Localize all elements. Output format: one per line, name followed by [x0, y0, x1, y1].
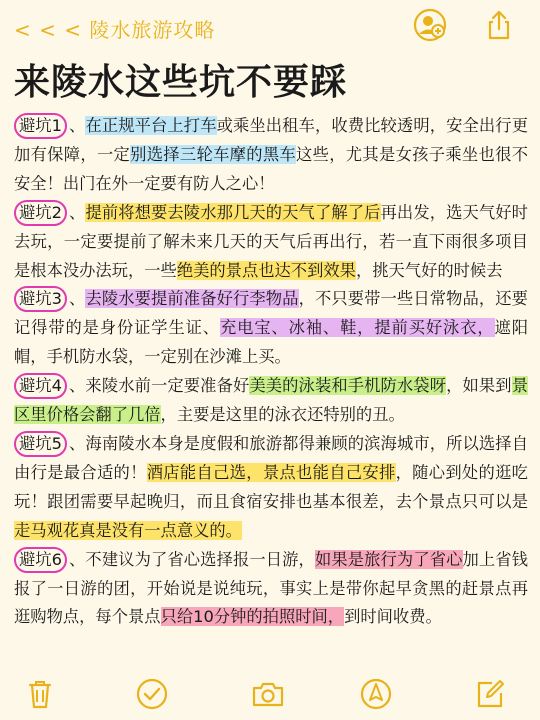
- pitfall-label: 避坑5: [14, 431, 67, 457]
- pitfall-label: 避坑6: [14, 547, 67, 573]
- body-text: ，挑天气好的时候去: [355, 260, 503, 280]
- highlighted-text: 绝美的景点也达不到效果: [176, 260, 356, 280]
- pitfall-item: [14, 199, 528, 286]
- pitfall-item: [14, 112, 528, 199]
- pitfall-item: [14, 372, 528, 430]
- trash-icon[interactable]: [22, 676, 58, 712]
- body-text: 遮阳帽，手机防水袋，一定别在沙滩上买。: [14, 318, 528, 367]
- highlighted-text: 别选择三轮车摩的黑车: [130, 144, 297, 164]
- body-text: 加上省钱报了一日游的团，开始说是说纯玩，事实上是带你起早贪黑的赶景点再逛购物点，每个景点: [14, 549, 528, 627]
- body-text: 、来陵水前一定要准备好: [68, 376, 250, 396]
- camera-icon[interactable]: [250, 676, 286, 712]
- pitfall-item: [14, 285, 528, 372]
- highlighted-text: 走马观花真是没有一点意义的。: [14, 520, 242, 540]
- pitfall-label: 避坑2: [14, 200, 67, 226]
- highlighted-text: 在正规平台上打车: [85, 116, 217, 135]
- pitfall-item: [14, 430, 528, 546]
- top-bar: [0, 0, 540, 58]
- body-text: ，不只要带一些日常物品，还要记得带的是身份证学生证、: [14, 289, 528, 338]
- checkmark-icon[interactable]: [134, 676, 170, 712]
- add-person-icon[interactable]: [413, 8, 447, 42]
- pitfall-label: 避坑3: [14, 286, 67, 312]
- compose-icon[interactable]: [472, 676, 508, 712]
- note-body[interactable]: [14, 112, 528, 632]
- body-text: 再出发，选天气好时去玩，一定要提前了解未来几天的天气后再出行，若一直下雨很多项目是根本没办法玩，一些: [14, 202, 528, 280]
- body-text: ，如果到: [446, 376, 512, 396]
- back-button[interactable]: < < < 陵水旅游攻略: [14, 18, 216, 42]
- highlighted-text: 只给10分钟的拍照时间，: [160, 607, 345, 627]
- body-text: 这些，尤其是女孩子乘坐也很不安全！出门在外一定要有防人之心！: [14, 144, 528, 193]
- body-text: ，随心到处的逛吃玩！跟团需要早起晚归，而且食宿安排也基本很差，去个景点只可以是: [14, 462, 528, 511]
- highlighted-text: 去陵水要提前准备好行李物品: [85, 289, 299, 309]
- share-icon[interactable]: [482, 8, 516, 42]
- body-text: 、不建议为了省心选择报一日游，: [68, 549, 315, 569]
- highlighted-text: 充电宝、冰袖、鞋，提前买好泳衣，: [219, 318, 495, 338]
- body-text: 、: [68, 116, 86, 135]
- pitfall-item: [14, 546, 528, 633]
- highlighted-text: 美美的泳装和手机防水袋呀: [249, 376, 447, 396]
- highlighted-text: 酒店能自己选，景点也能自己安排: [146, 462, 396, 482]
- body-text: ，主要是这里的泳衣还特别的丑。: [160, 405, 405, 425]
- body-text: 到时间收费。: [344, 607, 442, 627]
- highlighted-text: 如果是旅行为了省心: [314, 549, 463, 569]
- body-text: 、: [68, 202, 86, 222]
- markup-pen-icon[interactable]: [358, 676, 394, 712]
- bottom-toolbar: [0, 670, 540, 720]
- pitfall-label: 避坑1: [14, 113, 67, 139]
- page-title: 来陵水这些坑不要踩: [14, 62, 348, 103]
- highlighted-text: 景区里价格会翻了几倍: [14, 376, 528, 425]
- body-text: 或乘坐出租车，收费比较透明，安全出行更加有保障，一定: [14, 116, 528, 164]
- pitfall-label: 避坑4: [14, 373, 67, 399]
- body-text: 、海南陵水本身是度假和旅游都得兼顾的滨海城市，所以选择自由行是最合适的！: [14, 433, 528, 482]
- body-text: 、: [68, 289, 86, 309]
- highlighted-text: 提前将想要去陵水那几天的天气了解了后: [85, 202, 381, 222]
